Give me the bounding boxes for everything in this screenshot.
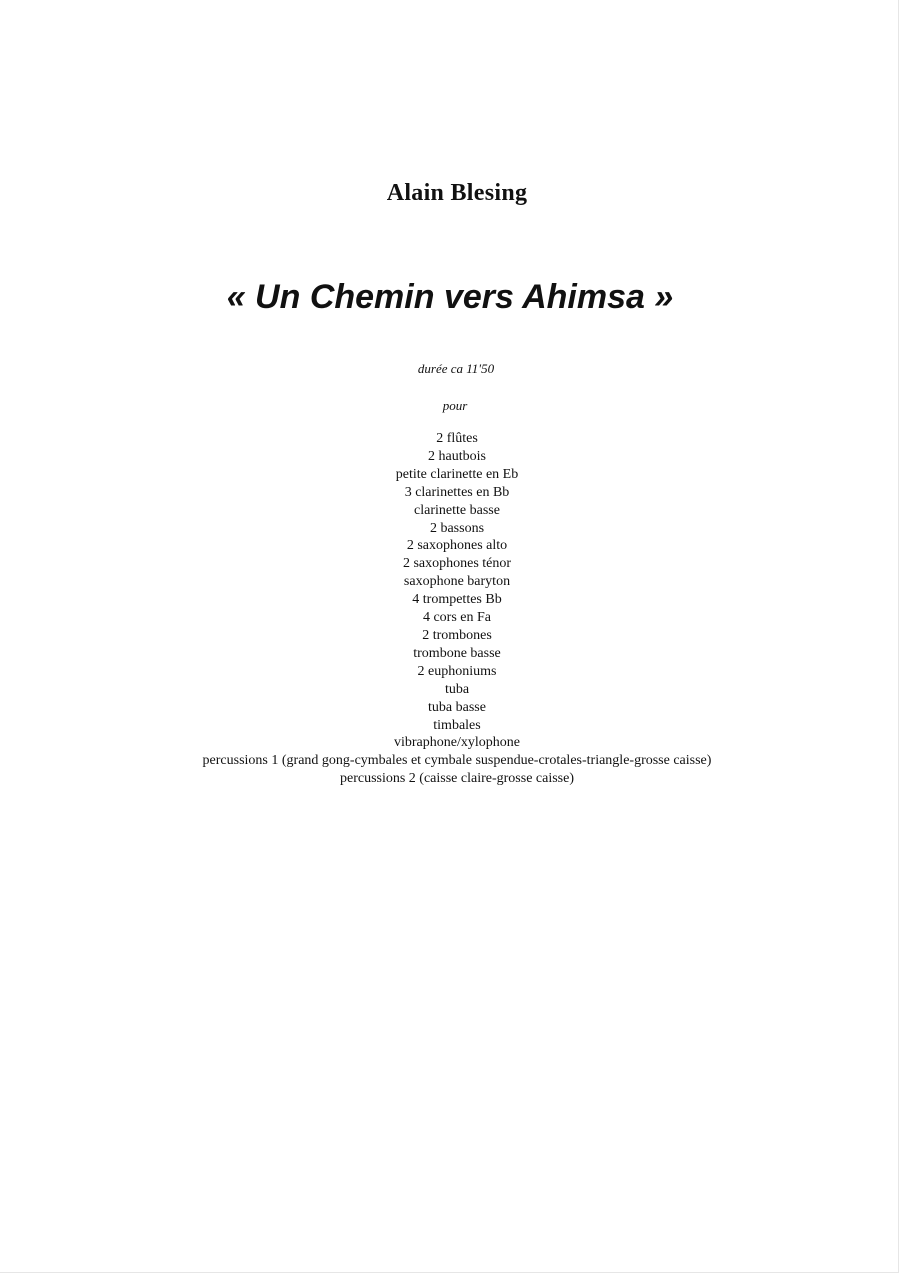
- instrument-item: 2 euphoniums: [417, 663, 497, 679]
- for-label: pour: [442, 398, 468, 413]
- instrumentation-list: [0, 430, 900, 788]
- instrument-item: tuba basse: [428, 699, 486, 715]
- instrument-item: 2 hautbois: [428, 448, 486, 464]
- duration-text: durée ca 11'50: [417, 361, 495, 376]
- composer-name: Alain Blesing: [386, 180, 528, 206]
- instrument-item: percussions 1 (grand gong-cymbales et cymbale suspendue-crotales-triangle-grosse caisse): [202, 753, 712, 769]
- instrument-item: percussions 2 (caisse claire-grosse caisse): [339, 771, 575, 787]
- instrument-item: 3 clarinettes en Bb: [404, 484, 510, 500]
- instrument-item: clarinette basse: [414, 502, 500, 518]
- instrument-item: vibraphone/xylophone: [394, 735, 520, 751]
- instrument-item: 2 trombones: [422, 627, 492, 643]
- instrument-item: saxophone baryton: [403, 574, 511, 590]
- work-title: « Un Chemin vers Ahimsa »: [226, 278, 674, 316]
- instrument-item: timbales: [433, 717, 481, 733]
- instrument-item: 2 saxophones alto: [406, 538, 508, 554]
- instrument-item: 4 cors en Fa: [422, 610, 492, 626]
- instrument-item: 2 bassons: [429, 520, 485, 536]
- instrument-item: 4 trompettes Bb: [412, 592, 502, 608]
- instrument-item: 2 flûtes: [436, 431, 478, 446]
- instrument-item: tuba: [444, 681, 470, 697]
- instrument-item: petite clarinette en Eb: [395, 466, 519, 482]
- instrument-item: trombone basse: [413, 645, 501, 661]
- instrument-item: 2 saxophones ténor: [402, 556, 512, 572]
